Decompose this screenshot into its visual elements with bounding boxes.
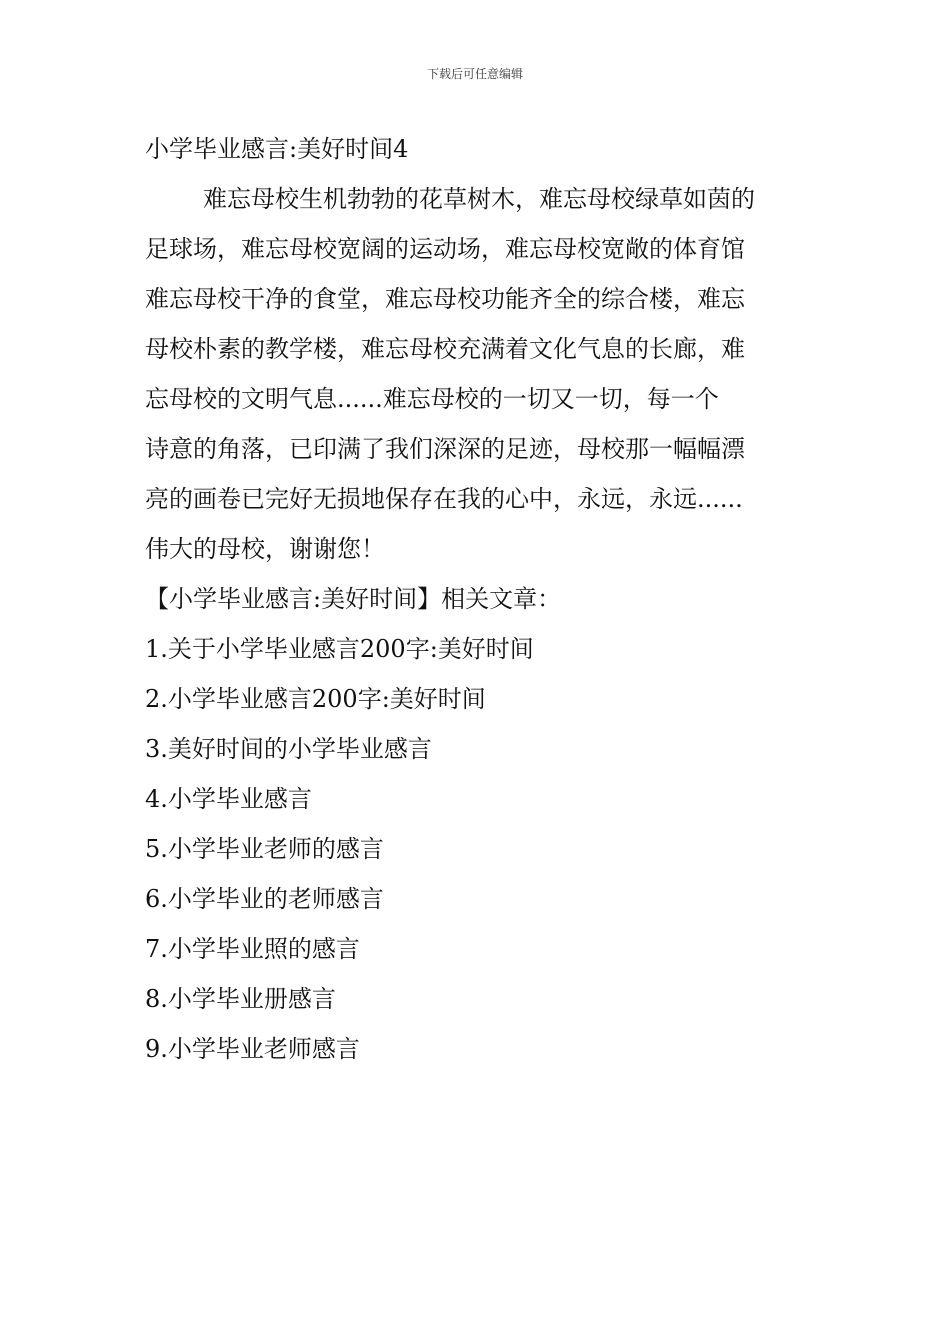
article-paragraph [145, 174, 815, 574]
related-link[interactable]: 8.小学毕业册感言 [145, 985, 336, 1013]
related-link[interactable]: 1.关于小学毕业感言200字:美好时间 [145, 635, 534, 663]
paragraph-line: 足球场，难忘母校宽阔的运动场，难忘母校宽敞的体育馆 [145, 235, 745, 263]
related-link[interactable]: 3.美好时间的小学毕业感言 [145, 735, 432, 763]
header-note: 下载后可任意编辑 [426, 67, 523, 81]
document-body [145, 124, 815, 1074]
paragraph-line: 难忘母校干净的食堂，难忘母校功能齐全的综合楼，难忘 [145, 285, 745, 313]
related-link[interactable]: 5.小学毕业老师的感言 [145, 835, 384, 863]
related-link[interactable]: 7.小学毕业照的感言 [145, 935, 360, 963]
article-title: 小学毕业感言:美好时间4 [145, 135, 409, 163]
related-link[interactable]: 6.小学毕业的老师感言 [145, 885, 384, 913]
paragraph-line: 难忘母校生机勃勃的花草树木，难忘母校绿草如茵的 [203, 185, 755, 213]
related-list [145, 624, 815, 1074]
paragraph-line: 亮的画卷已完好无损地保存在我的心中，永远，永远...... [145, 485, 743, 513]
paragraph-line: 忘母校的文明气息......难忘母校的一切又一切，每一个 [145, 385, 719, 413]
related-link[interactable]: 2.小学毕业感言200字:美好时间 [145, 685, 486, 713]
paragraph-line: 诗意的角落，已印满了我们深深的足迹，母校那一幅幅漂 [145, 435, 745, 463]
related-heading: 【小学毕业感言:美好时间】相关文章： [145, 585, 562, 613]
related-link[interactable]: 9.小学毕业老师感言 [145, 1035, 360, 1063]
paragraph-line: 母校朴素的教学楼，难忘母校充满着文化气息的长廊，难 [145, 335, 745, 363]
paragraph-line: 伟大的母校，谢谢您！ [145, 535, 385, 563]
related-link[interactable]: 4.小学毕业感言 [145, 785, 312, 813]
